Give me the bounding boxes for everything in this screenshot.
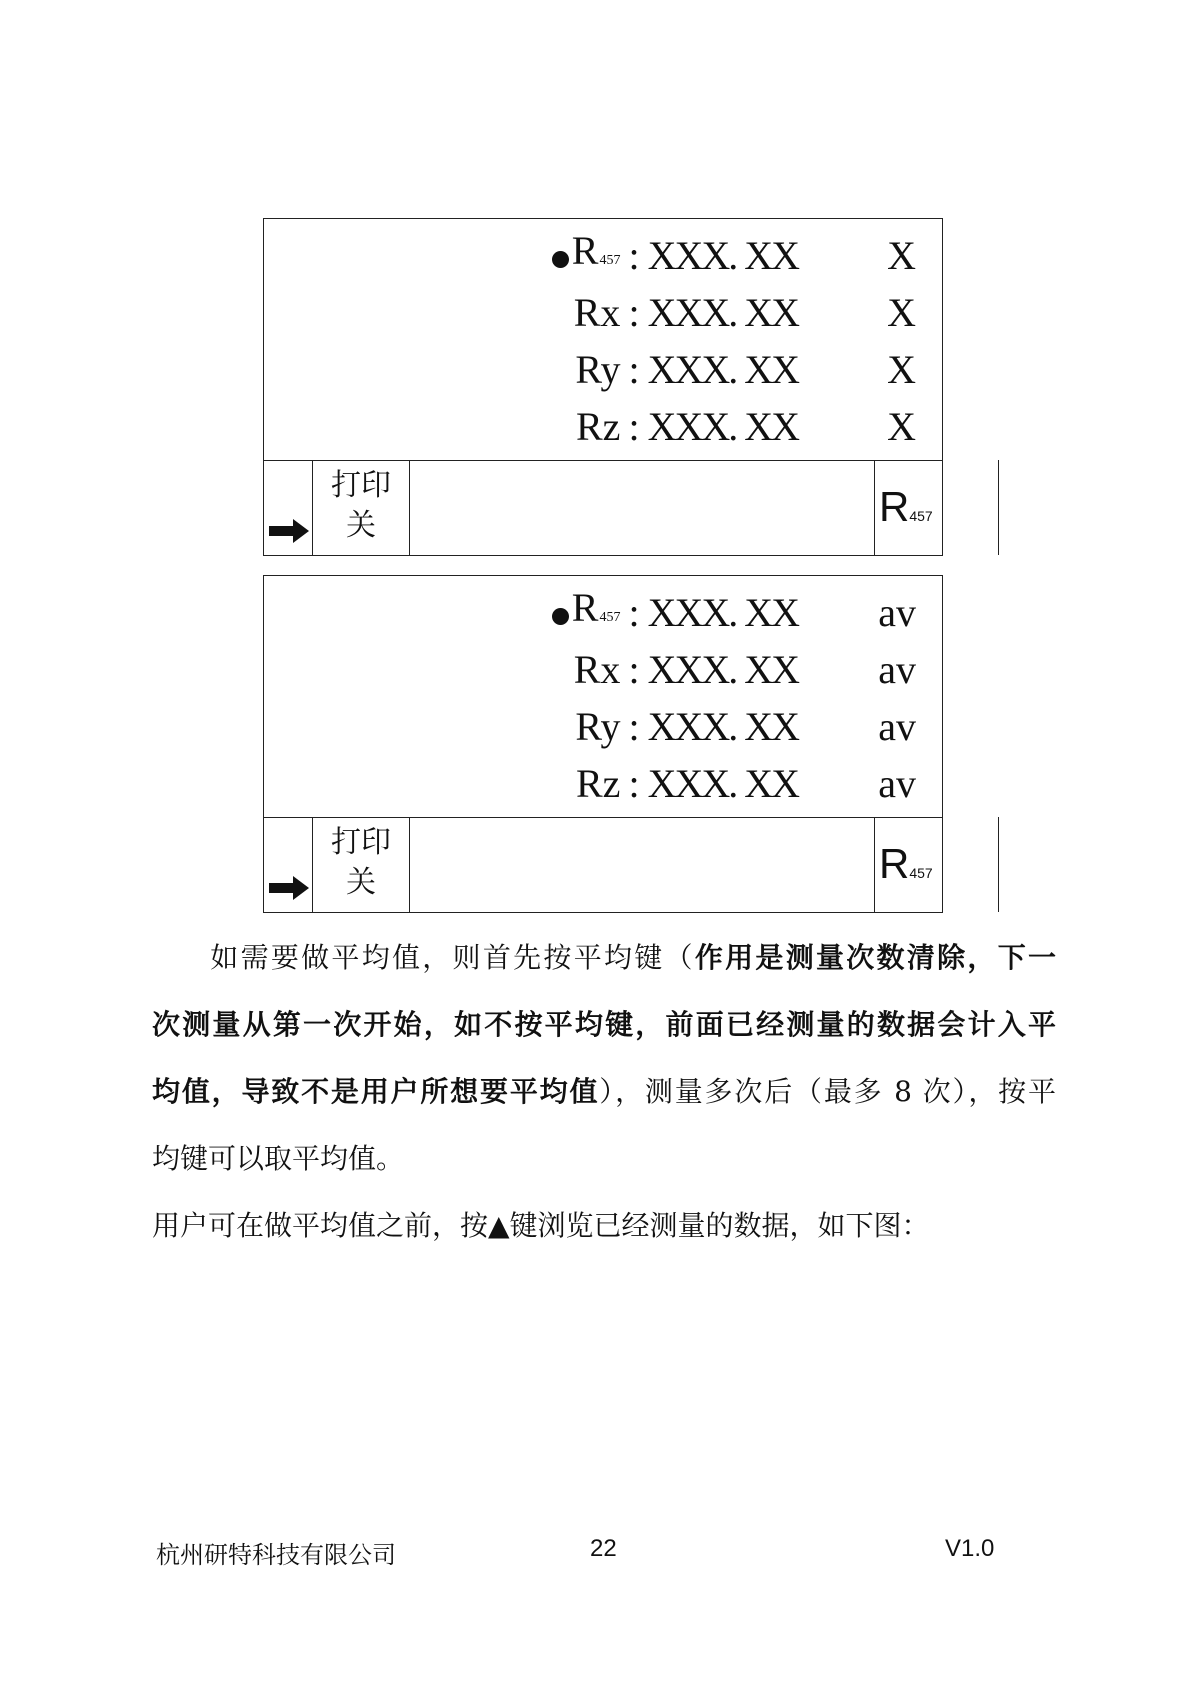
arrow-right-icon [269,876,309,900]
reading-label [572,222,621,289]
text-normal: 如需要做平均值，则首先按平均键（ [208,941,695,974]
softkey-bar [264,817,942,912]
reading-count: X [887,347,916,392]
reading-label [576,398,620,455]
print-label: 打印 [331,468,391,503]
text-bold: 均值，导致不是用户所想要平均值 [152,1075,600,1108]
mode-softkey[interactable] [874,817,942,912]
lcd-screen [263,218,943,556]
reading-row [264,641,942,698]
label-main: Rx [573,290,621,335]
readings-area [264,219,942,461]
mode-indicator [879,482,933,541]
reading-row [264,398,942,455]
reading-group [574,284,798,341]
reading-value: XXX. XX [647,647,798,692]
label-sub: 457 [599,610,621,625]
colon: : [628,347,640,392]
reading-row [264,584,942,641]
reading-value: XXX. XX [647,290,798,335]
reading-label [575,698,620,755]
reading-value: XXX. XX [647,704,798,749]
label-main: Rz [576,404,621,449]
label-sub: 457 [599,253,621,268]
text-bold: 次测量从第一次开始，如不按平均键，前面已经测量的数据会计入平 [152,1008,1056,1041]
reading-value: XXX. XX [647,761,798,806]
footer-version: V1.0 [945,1535,995,1562]
reading-count: av [878,761,916,806]
reading-count: av [878,647,916,692]
reading-count: X [887,404,916,449]
readings-area [264,576,942,818]
reading-row [264,227,942,284]
para-line-4: 均键可以取平均值。 [152,1142,405,1175]
reading-row [264,341,942,398]
para-line-2 [152,1005,1056,1045]
reading-value: XXX. XX [647,404,798,449]
footer-page-number: 22 [590,1535,617,1562]
text-normal: ），测量多次后（最多 8 次），按平 [599,1075,1056,1108]
reading-group [576,398,798,455]
reading-value: XXX. XX [647,590,798,635]
reading-count: av [878,704,916,749]
colon: : [628,590,640,635]
para-line-3 [152,1072,1056,1112]
reading-label [574,641,621,698]
print-state: 关 [346,508,376,543]
reading-value: XXX. XX [647,233,798,278]
arrow-key[interactable] [264,817,313,912]
label-main: Ry [575,704,621,749]
mode-softkey[interactable] [874,460,942,555]
reading-group [552,584,798,641]
arrow-right-icon [269,519,309,543]
print-state: 关 [346,865,376,900]
text-bold: 作用是测量次数清除，下一 [694,941,1056,974]
reading-label [572,579,621,646]
label-main: R [571,585,599,630]
reading-label [574,284,621,341]
mode-main: R [879,840,910,887]
label-main: Rz [576,761,621,806]
colon: : [628,647,640,692]
lcd-screen [263,575,943,913]
reading-label [576,755,620,812]
reading-group [552,227,798,284]
reading-value: XXX. XX [647,347,798,392]
reading-row [264,698,942,755]
para-line-1 [152,938,1056,978]
colon: : [628,404,640,449]
footer-company: 杭州研特科技有限公司 [156,1542,396,1569]
reading-count: X [887,233,916,278]
mode-indicator [879,839,933,898]
label-main: Rx [573,647,621,692]
mode-main: R [879,483,910,530]
reading-group [574,641,798,698]
colon: : [628,761,640,806]
reading-count: av [878,590,916,635]
selected-dot-icon [552,251,569,268]
reading-group [576,755,798,812]
reading-row [264,284,942,341]
mode-sub: 457 [909,865,933,881]
print-softkey[interactable] [313,817,410,912]
reading-row [264,755,942,812]
label-main: R [571,228,599,273]
colon: : [628,290,640,335]
mode-sub: 457 [909,508,933,524]
label-main: Ry [575,347,621,392]
para-line-5: 用户可在做平均值之前，按▲键浏览已经测量的数据，如下图： [152,1209,930,1242]
print-softkey[interactable] [313,460,410,555]
colon: : [628,704,640,749]
arrow-key[interactable] [264,460,313,555]
selected-dot-icon [552,608,569,625]
colon: : [628,233,640,278]
reading-label [575,341,620,398]
softkey-bar [264,460,942,555]
reading-group [575,341,798,398]
reading-group [575,698,798,755]
reading-count: X [887,290,916,335]
print-label: 打印 [331,825,391,860]
